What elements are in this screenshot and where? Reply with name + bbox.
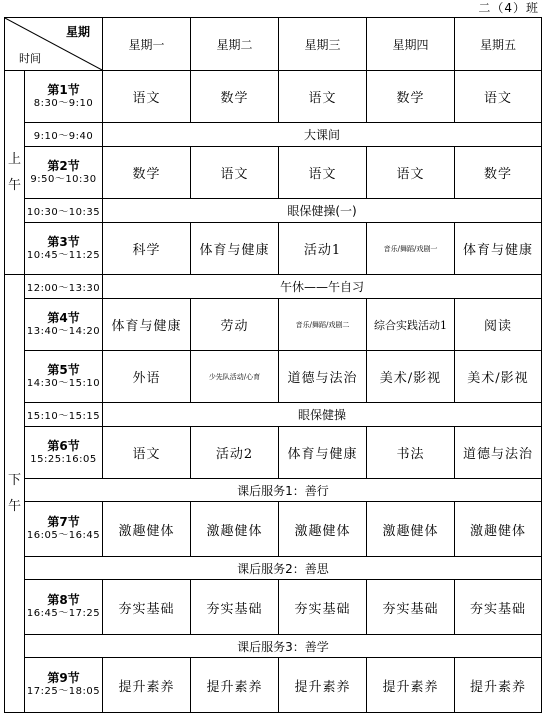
subject-cell: 道德与法治 — [279, 351, 367, 403]
day-header: 星期二 — [191, 18, 279, 71]
subject-cell: 体育与健康 — [279, 427, 367, 479]
service-row — [5, 557, 542, 580]
subject-cell: 活动2 — [191, 427, 279, 479]
morning-label — [5, 71, 25, 275]
subject-cell: 数学 — [103, 147, 191, 199]
subject-cell: 夯实基础 — [191, 580, 279, 635]
subject-cell: 语文 — [367, 147, 455, 199]
service-row — [5, 635, 542, 658]
subject-cell: 夯实基础 — [279, 580, 367, 635]
subject-cell: 语文 — [191, 147, 279, 199]
subject-cell: 音乐/舞蹈/戏剧二 — [279, 299, 367, 351]
subject-cell: 提升素养 — [103, 658, 191, 713]
subject-cell: 语文 — [279, 147, 367, 199]
break-time: 12:00～13:30 — [25, 275, 103, 299]
period-time: 17:25～18:05 — [26, 686, 101, 697]
period-cell — [25, 580, 103, 635]
subject-cell: 少先队活动/心育 — [191, 351, 279, 403]
period-time: 10:45～11:25 — [26, 249, 101, 261]
period-cell — [25, 147, 103, 199]
timetable — [4, 17, 542, 713]
subject-cell: 体育与健康 — [455, 223, 542, 275]
service-label: 课后服务1：善行 — [25, 479, 542, 502]
subject-cell: 书法 — [367, 427, 455, 479]
subject-cell: 语文 — [103, 71, 191, 123]
period-cell — [25, 427, 103, 479]
period-name: 第8节 — [47, 593, 80, 607]
service-label: 课后服务2：善思 — [25, 557, 542, 580]
period-name: 第5节 — [47, 362, 80, 377]
subject-cell: 数学 — [367, 71, 455, 123]
day-header: 星期五 — [455, 18, 542, 71]
half-char: 午 — [7, 177, 21, 193]
subject-cell: 激趣健体 — [279, 502, 367, 557]
corner-cell — [5, 18, 103, 71]
break-label: 午休——午自习 — [103, 275, 542, 299]
period-row — [5, 580, 542, 635]
subject-cell: 语文 — [103, 427, 191, 479]
period-time: 9:50～10:30 — [30, 173, 97, 185]
period-row — [5, 427, 542, 479]
service-row — [5, 479, 542, 502]
subject-cell: 激趣健体 — [191, 502, 279, 557]
period-name: 第6节 — [47, 438, 80, 453]
subject-cell: 音乐/舞蹈/戏剧一 — [367, 223, 455, 275]
subject-cell: 劳动 — [191, 299, 279, 351]
subject-cell: 激趣健体 — [103, 502, 191, 557]
subject-cell: 美术/影视 — [367, 351, 455, 403]
subject-cell: 提升素养 — [455, 658, 542, 713]
class-label: 二（4）班 — [478, 1, 539, 15]
period-time: 16:45～17:25 — [26, 608, 101, 619]
subject-cell: 数学 — [455, 147, 542, 199]
period-time: 13:40～14:20 — [26, 325, 101, 337]
period-time: 14:30～15:10 — [26, 377, 101, 389]
period-cell — [25, 502, 103, 557]
subject-cell: 体育与健康 — [191, 223, 279, 275]
subject-cell: 语文 — [279, 71, 367, 123]
service-label: 课后服务3：善学 — [25, 635, 542, 658]
period-row — [5, 223, 542, 275]
period-name: 第3节 — [47, 234, 80, 249]
half-char: 下 — [7, 472, 21, 488]
break-label: 眼保健操 — [103, 403, 542, 427]
subject-cell: 综合实践活动1 — [367, 299, 455, 351]
period-row — [5, 71, 542, 123]
period-time: 15:25:16:05 — [30, 453, 97, 465]
period-time: 8:30～9:10 — [33, 97, 94, 109]
subject-cell: 科学 — [103, 223, 191, 275]
subject-cell: 提升素养 — [279, 658, 367, 713]
subject-cell: 提升素养 — [191, 658, 279, 713]
period-name: 第7节 — [47, 515, 80, 529]
subject-cell: 夯实基础 — [367, 580, 455, 635]
corner-time-label: 时间 — [19, 52, 41, 65]
break-row — [5, 403, 542, 427]
subject-cell: 提升素养 — [367, 658, 455, 713]
subject-cell: 美术/影视 — [455, 351, 542, 403]
break-row — [5, 275, 542, 299]
period-row — [5, 351, 542, 403]
break-label: 眼保健操(一) — [103, 199, 542, 223]
period-row — [5, 147, 542, 199]
break-row — [5, 123, 542, 147]
corner-day-label: 星期 — [65, 25, 90, 39]
subject-cell: 活动1 — [279, 223, 367, 275]
subject-cell: 语文 — [455, 71, 542, 123]
subject-cell: 激趣健体 — [455, 502, 542, 557]
period-row — [5, 299, 542, 351]
period-cell — [25, 351, 103, 403]
day-header: 星期四 — [367, 18, 455, 71]
period-row — [5, 502, 542, 557]
afternoon-label — [5, 275, 25, 713]
half-char: 午 — [7, 498, 21, 514]
period-row — [5, 658, 542, 713]
subject-cell: 道德与法治 — [455, 427, 542, 479]
period-name: 第2节 — [47, 158, 80, 173]
break-label: 大课间 — [103, 123, 542, 147]
subject-cell: 数学 — [191, 71, 279, 123]
period-cell — [25, 658, 103, 713]
period-name: 第4节 — [47, 310, 80, 325]
break-time: 10:30～10:35 — [25, 199, 103, 223]
period-time: 16:05～16:45 — [26, 530, 101, 541]
day-header: 星期三 — [279, 18, 367, 71]
subject-cell: 体育与健康 — [103, 299, 191, 351]
period-cell — [25, 223, 103, 275]
break-time: 15:10～15:15 — [25, 403, 103, 427]
period-cell — [25, 299, 103, 351]
break-row — [5, 199, 542, 223]
period-name: 第1节 — [47, 82, 80, 97]
period-cell — [25, 71, 103, 123]
half-char: 上 — [7, 151, 21, 167]
subject-cell: 激趣健体 — [367, 502, 455, 557]
period-name: 第9节 — [47, 671, 80, 685]
day-header: 星期一 — [103, 18, 191, 71]
header-row — [5, 18, 542, 71]
subject-cell: 外语 — [103, 351, 191, 403]
subject-cell: 阅读 — [455, 299, 542, 351]
subject-cell: 夯实基础 — [455, 580, 542, 635]
subject-cell: 夯实基础 — [103, 580, 191, 635]
break-time: 9:10～9:40 — [25, 123, 103, 147]
